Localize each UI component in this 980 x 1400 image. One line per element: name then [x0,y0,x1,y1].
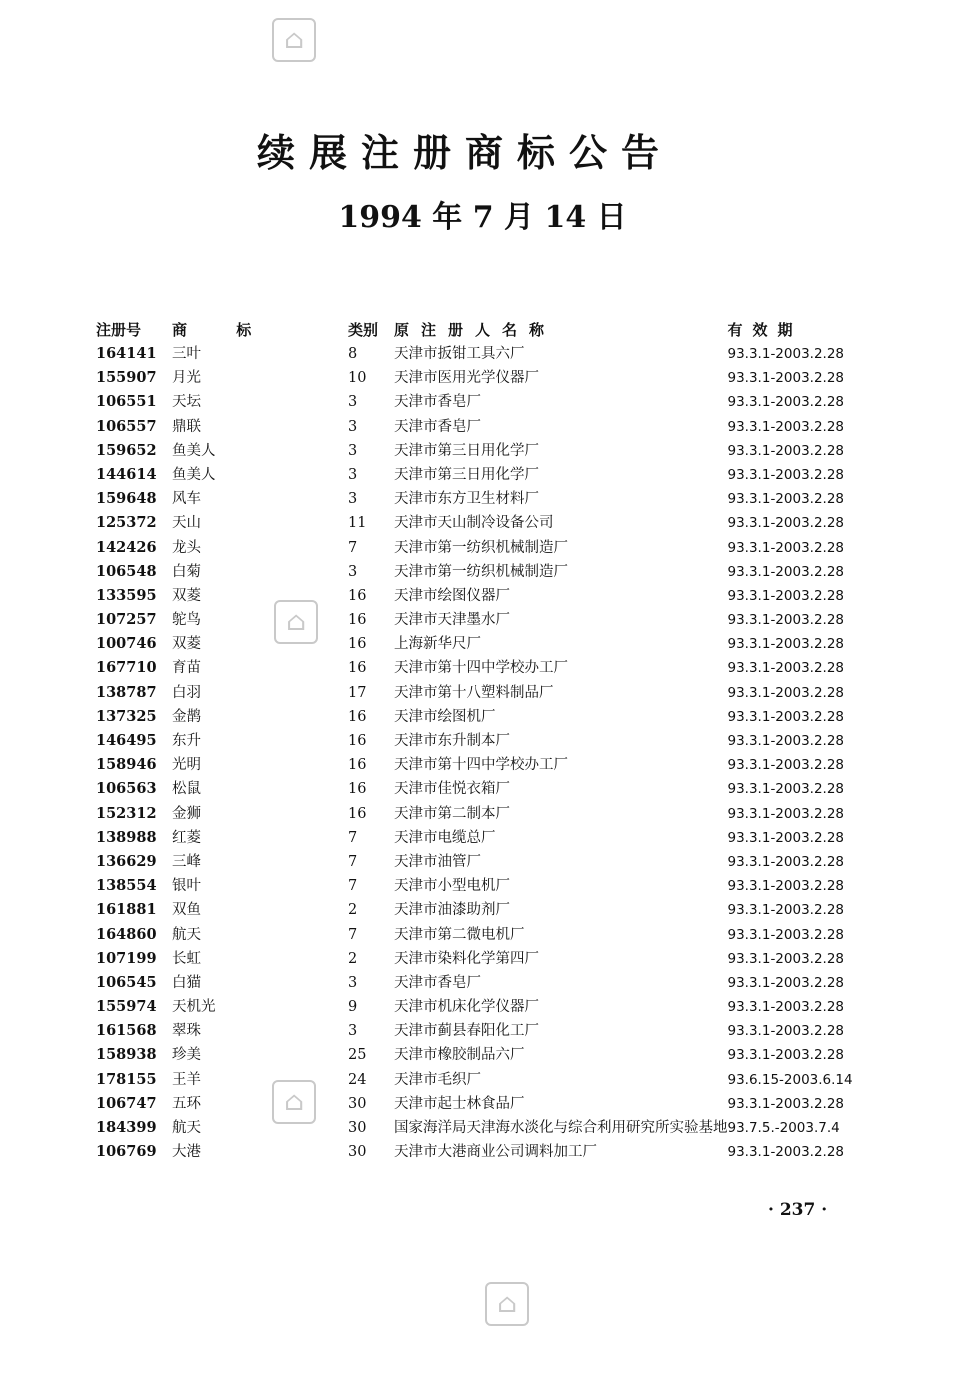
registration-number: 106545 [96,973,157,991]
registration-number: 158938 [96,1046,157,1064]
registration-number: 164141 [96,345,157,362]
class-number: 17 [348,684,367,701]
trademark-name: 王羊 [172,1071,201,1088]
class-number: 7 [348,829,358,846]
trademark-name: 光明 [172,757,201,774]
class-number: 3 [348,466,358,483]
owner-name: 天津市橡胶制品六厂 [394,1047,525,1064]
registration-number: 138988 [96,828,157,846]
table-row [96,1116,888,1140]
validity-period: 93.3.1-2003.2.28 [727,515,845,532]
trademark-name: 航天 [172,926,201,943]
registration-number: 164860 [96,925,157,943]
trademark-name: 珍美 [172,1047,201,1064]
validity-period: 93.3.1-2003.2.28 [727,612,845,629]
validity-period: 93.3.1-2003.2.28 [727,974,845,991]
validity-period: 93.3.1-2003.2.28 [727,1047,845,1064]
trademark-name: 白猫 [172,974,201,991]
validity-period: 93.3.1-2003.2.28 [727,805,845,822]
validity-period: 93.3.1-2003.2.28 [727,1144,845,1161]
publication-date: 1994 年 7 月 14 日 [338,200,627,235]
class-number: 16 [348,757,367,774]
owner-name: 天津市油管厂 [394,853,481,870]
owner-name: 天津市机床化学仪器厂 [394,999,539,1016]
owner-name: 天津市第十四中学校办工厂 [394,660,568,677]
table-row [96,366,888,390]
validity-period: 93.3.1-2003.2.28 [727,636,845,653]
trademark-table [96,316,888,1164]
validity-period: 93.3.1-2003.2.28 [727,539,845,556]
validity-period: 93.3.1-2003.2.28 [727,442,845,459]
registration-number: 158946 [96,756,157,774]
header-owner: 原注册人名称 [394,320,557,339]
registration-number: 144614 [96,465,157,483]
owner-name: 天津市蓟县春阳化工厂 [394,1023,539,1040]
registration-number: 142426 [96,538,157,556]
table-row [96,947,888,971]
registration-number: 106551 [96,393,157,411]
trademark-name: 松鼠 [172,781,201,798]
class-number: 3 [348,442,358,459]
trademark-name: 双菱 [172,587,201,604]
validity-period: 93.3.1-2003.2.28 [727,563,845,580]
class-number: 7 [348,853,358,870]
watermark-stamp: ⌂ [274,600,318,644]
table-row [96,1092,888,1116]
registration-number: 133595 [96,586,157,604]
class-number: 2 [348,902,358,919]
table-row [96,560,888,584]
table-row [96,898,888,922]
registration-number: 138554 [96,877,157,895]
trademark-name: 月光 [172,370,201,387]
class-number: 3 [348,974,358,991]
class-number: 16 [348,805,367,822]
watermark-stamp: ⌂ [272,18,316,62]
validity-period: 93.3.1-2003.2.28 [727,853,845,870]
validity-period: 93.3.1-2003.2.28 [727,757,845,774]
header-number: 注册号 [96,320,142,339]
validity-period: 93.7.5.-2003.7.4 [727,1120,840,1136]
table-row [96,874,888,898]
trademark-name: 白羽 [172,684,201,701]
class-number: 9 [348,999,358,1016]
owner-name: 天津市香皂厂 [394,394,481,411]
owner-name: 上海新华尺厂 [394,636,481,653]
validity-period: 93.3.1-2003.2.28 [727,999,845,1016]
table-row [96,511,888,535]
class-number: 7 [348,878,358,895]
trademark-name: 航天 [172,1120,201,1136]
owner-name: 天津市绘图仪器厂 [394,587,510,604]
class-number: 30 [348,1144,367,1161]
class-number: 16 [348,587,367,604]
trademark-name: 三峰 [172,853,201,870]
registration-number: 178155 [96,1070,157,1088]
trademark-name: 白菊 [172,563,201,580]
table-row [96,656,888,680]
trademark-name: 鼎联 [172,418,201,435]
page-number: · 237 · [768,1200,828,1220]
owner-name: 天津市医用光学仪器厂 [394,370,539,387]
table-row [96,753,888,777]
registration-number: 138787 [96,683,157,701]
page-title: 续展注册商标公告 [256,130,673,175]
trademark-name: 天机光 [172,999,216,1016]
trademark-name: 鱼美人 [172,466,216,483]
trademark-name: 育苗 [172,660,201,677]
class-number: 3 [348,394,358,411]
owner-name: 天津市香皂厂 [394,418,481,435]
class-number: 25 [348,1047,367,1064]
trademark-name: 长虹 [172,950,201,967]
class-number: 3 [348,418,358,435]
class-number: 11 [348,515,367,532]
validity-period: 93.3.1-2003.2.28 [727,926,845,943]
trademark-name: 风车 [172,491,201,508]
trademark-name: 天山 [172,515,201,532]
class-number: 16 [348,612,367,629]
table-row [96,777,888,801]
class-number: 30 [348,1120,367,1136]
table-row [96,826,888,850]
table-row [96,705,888,729]
registration-number: 152312 [96,804,157,822]
registration-number: 137325 [96,707,157,725]
class-number: 16 [348,636,367,653]
table-row [96,390,888,414]
owner-name: 天津市油漆助剂厂 [394,902,510,919]
owner-name: 天津市第三日用化学厂 [394,442,539,459]
owner-name: 天津市香皂厂 [394,974,481,991]
table-row [96,1043,888,1067]
header-validity: 有效期 [727,320,803,339]
table-body [96,342,888,1164]
class-number: 8 [348,346,358,362]
header-class: 类别 [348,320,379,339]
trademark-name: 三叶 [172,346,201,362]
trademark-name: 红菱 [172,829,201,846]
table-row [96,608,888,632]
table-row [96,439,888,463]
trademark-name: 天坛 [172,394,201,411]
validity-period: 93.3.1-2003.2.28 [727,370,845,387]
registration-number: 107199 [96,949,157,967]
trademark-name: 五环 [172,1095,201,1112]
table-row [96,850,888,874]
trademark-name: 双菱 [172,636,201,653]
table-row [96,632,888,656]
registration-number: 125372 [96,514,157,532]
owner-name: 天津市东方卫生材料厂 [394,491,539,508]
registration-number: 106747 [96,1094,157,1112]
class-number: 30 [348,1095,367,1112]
class-number: 3 [348,1023,358,1040]
class-number: 7 [348,539,358,556]
owner-name: 天津市第二制本厂 [394,805,510,822]
owner-name: 天津市起士林食品厂 [394,1095,525,1112]
owner-name: 国家海洋局天津海水淡化与综合利用研究所实验基地 [394,1120,728,1136]
validity-period: 93.3.1-2003.2.28 [727,1023,845,1040]
table-row [96,995,888,1019]
table-row [96,923,888,947]
registration-number: 106563 [96,780,157,798]
class-number: 24 [348,1071,367,1088]
validity-period: 93.3.1-2003.2.28 [727,346,845,362]
registration-number: 184399 [96,1119,157,1136]
class-number: 16 [348,660,367,677]
trademark-name: 鸵鸟 [172,612,201,629]
validity-period: 93.3.1-2003.2.28 [727,394,845,411]
registration-number: 161881 [96,901,157,919]
class-number: 16 [348,781,367,798]
owner-name: 天津市第二微电机厂 [394,926,525,943]
table-row [96,1140,888,1164]
trademark-name: 银叶 [172,878,201,895]
registration-number: 136629 [96,852,157,870]
table-row [96,487,888,511]
owner-name: 天津市第十八塑料制品厂 [394,684,554,701]
table-row [96,342,888,366]
registration-number: 155907 [96,369,157,387]
registration-number: 107257 [96,611,157,629]
trademark-name: 鱼美人 [172,442,216,459]
registration-number: 106548 [96,562,157,580]
owner-name: 天津市小型电机厂 [394,878,510,895]
owner-name: 天津市第三日用化学厂 [394,466,539,483]
owner-name: 天津市天津墨水厂 [394,612,510,629]
class-number: 16 [348,708,367,725]
owner-name: 天津市东升制本厂 [394,733,510,749]
trademark-name: 金狮 [172,805,201,822]
class-number: 2 [348,950,358,967]
owner-name: 天津市扳钳工具六厂 [394,346,525,362]
validity-period: 93.3.1-2003.2.28 [727,708,845,725]
trademark-name: 龙头 [172,539,201,556]
table-row [96,802,888,826]
owner-name: 天津市第十四中学校办工厂 [394,757,568,774]
class-number: 7 [348,926,358,943]
owner-name: 天津市毛织厂 [394,1071,481,1088]
registration-number: 106769 [96,1143,157,1161]
validity-period: 93.3.1-2003.2.28 [727,1095,845,1112]
class-number: 16 [348,733,367,749]
trademark-name: 翠珠 [172,1023,201,1040]
class-number: 10 [348,370,367,387]
validity-period: 93.3.1-2003.2.28 [727,466,845,483]
table-row [96,729,888,753]
registration-number: 159648 [96,490,157,508]
registration-number: 161568 [96,1022,157,1040]
registration-number: 159652 [96,441,157,459]
validity-period: 93.3.1-2003.2.28 [727,829,845,846]
owner-name: 天津市佳悦衣箱厂 [394,781,510,798]
validity-period: 93.3.1-2003.2.28 [727,878,845,895]
table-row [96,584,888,608]
trademark-name: 金鹊 [172,708,201,725]
validity-period: 93.3.1-2003.2.28 [727,491,845,508]
table-row [96,681,888,705]
watermark-stamp: ⌂ [272,1080,316,1124]
table-row [96,1068,888,1092]
validity-period: 93.6.15-2003.6.14 [727,1071,853,1088]
registration-number: 167710 [96,659,157,677]
table-row [96,463,888,487]
owner-name: 天津市天山制冷设备公司 [394,515,554,532]
owner-name: 天津市染料化学第四厂 [394,950,539,967]
trademark-name: 大港 [172,1144,201,1161]
registration-number: 146495 [96,732,157,749]
owner-name: 天津市电缆总厂 [394,829,496,846]
header-mark: 商 标 [172,320,274,339]
table-row [96,536,888,560]
table-header-row [96,316,888,342]
owner-name: 天津市绘图机厂 [394,708,496,725]
validity-period: 93.3.1-2003.2.28 [727,660,845,677]
validity-period: 93.3.1-2003.2.28 [727,781,845,798]
trademark-name: 双鱼 [172,902,201,919]
validity-period: 93.3.1-2003.2.28 [727,684,845,701]
trademark-name: 东升 [172,733,201,749]
owner-name: 天津市大港商业公司调料加工厂 [394,1144,597,1161]
registration-number: 100746 [96,635,157,653]
table-row [96,1019,888,1043]
table-row [96,415,888,439]
watermark-stamp: ⌂ [485,1282,529,1326]
table-row [96,971,888,995]
registration-number: 106557 [96,417,157,435]
class-number: 3 [348,563,358,580]
validity-period: 93.3.1-2003.2.28 [727,587,845,604]
validity-period: 93.3.1-2003.2.28 [727,418,845,435]
owner-name: 天津市第一纺织机械制造厂 [394,539,568,556]
validity-period: 93.3.1-2003.2.28 [727,733,845,749]
validity-period: 93.3.1-2003.2.28 [727,950,845,967]
class-number: 3 [348,491,358,508]
owner-name: 天津市第一纺织机械制造厂 [394,563,568,580]
registration-number: 155974 [96,998,157,1016]
validity-period: 93.3.1-2003.2.28 [727,902,845,919]
